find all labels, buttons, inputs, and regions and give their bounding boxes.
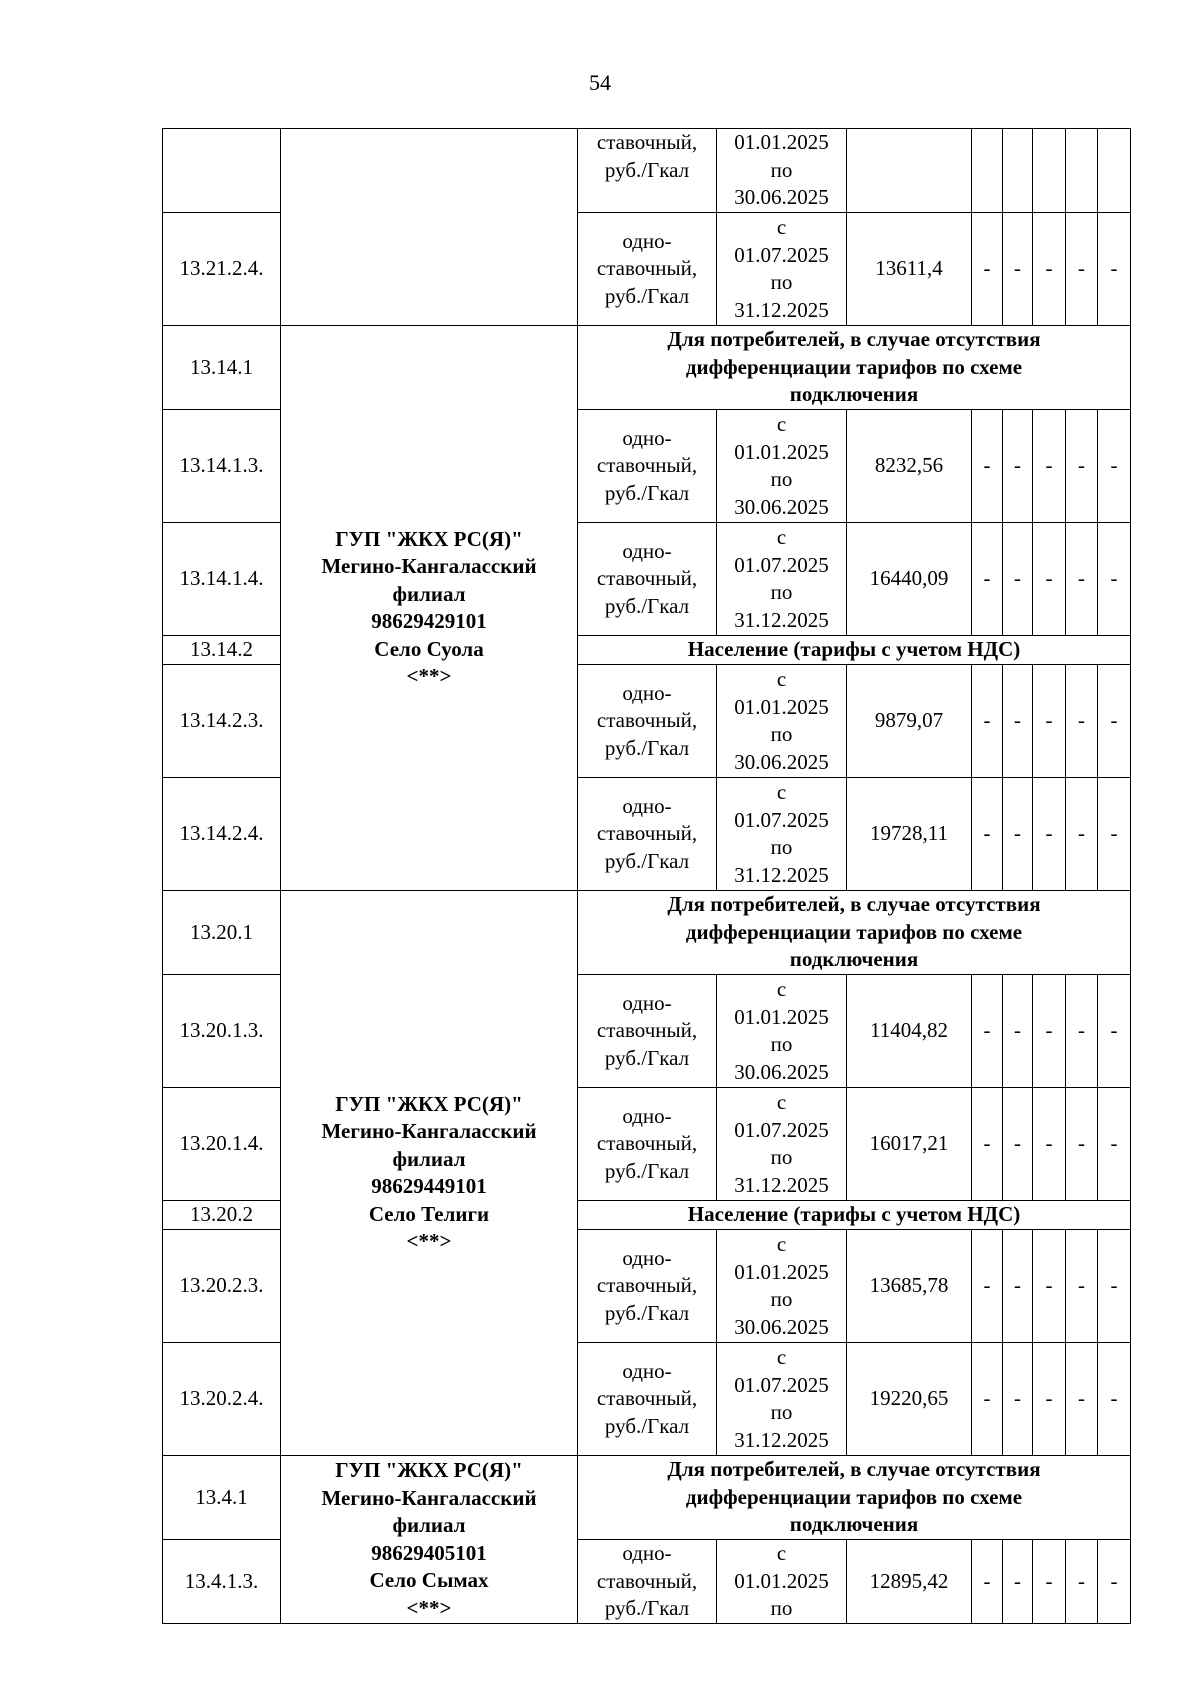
row-number <box>163 129 281 213</box>
dash-cell: - <box>972 1540 1003 1624</box>
dash-cell: - <box>1098 1540 1131 1624</box>
period-cell: с 01.07.2025 по 31.12.2025 <box>717 213 847 326</box>
table-row <box>163 1456 1131 1540</box>
dash-cell: - <box>1033 410 1066 523</box>
dash-cell: - <box>972 1343 1003 1456</box>
dash-cell: - <box>1066 1343 1098 1456</box>
dash-cell: - <box>1033 975 1066 1088</box>
section-header: Население (тарифы с учетом НДС) <box>578 1201 1131 1230</box>
row-number: 13.14.2.3. <box>163 665 281 778</box>
dash-cell: - <box>1066 213 1098 326</box>
section-header: Для потребителей, в случае отсутствия дифференциации тарифов по схеме подключения <box>578 891 1131 975</box>
dash-cell: - <box>1033 1088 1066 1201</box>
row-number: 13.14.1.3. <box>163 410 281 523</box>
period-cell: с 01.01.2025 по 30.06.2025 <box>717 665 847 778</box>
tariff-value: 13611,4 <box>847 213 972 326</box>
row-number: 13.4.1.3. <box>163 1540 281 1624</box>
row-number: 13.14.2.4. <box>163 778 281 891</box>
dash-cell: - <box>1003 975 1033 1088</box>
rate-type: одно- ставочный, руб./Гкал <box>578 1343 717 1456</box>
dash-cell: - <box>972 1088 1003 1201</box>
dash-cell <box>1003 129 1033 213</box>
dash-cell: - <box>1033 523 1066 636</box>
org-cell-symakh: ГУП "ЖКХ РС(Я)" Мегино-Кангаласский филиал 98629405101 Село Сымах <**> <box>281 1456 578 1624</box>
dash-cell: - <box>1003 213 1033 326</box>
row-number: 13.20.1.4. <box>163 1088 281 1201</box>
dash-cell: - <box>972 778 1003 891</box>
tariff-value: 13685,78 <box>847 1230 972 1343</box>
dash-cell: - <box>1098 975 1131 1088</box>
tariff-value: 11404,82 <box>847 975 972 1088</box>
dash-cell <box>1033 129 1066 213</box>
org-cell-teligi: ГУП "ЖКХ РС(Я)" Мегино-Кангаласский филиал 98629449101 Село Телиги <**> <box>281 891 578 1456</box>
dash-cell: - <box>972 975 1003 1088</box>
dash-cell: - <box>1033 1343 1066 1456</box>
org-cell <box>281 129 578 326</box>
dash-cell: - <box>1003 523 1033 636</box>
dash-cell: - <box>1066 1088 1098 1201</box>
dash-cell: - <box>1098 1088 1131 1201</box>
dash-cell: - <box>972 665 1003 778</box>
dash-cell: - <box>1003 1230 1033 1343</box>
dash-cell <box>1066 129 1098 213</box>
dash-cell: - <box>972 523 1003 636</box>
table-row <box>163 891 1131 975</box>
tariff-value <box>847 129 972 213</box>
tariff-table <box>162 128 1131 1624</box>
dash-cell: - <box>1066 975 1098 1088</box>
rate-type: одно- ставочный, руб./Гкал <box>578 1230 717 1343</box>
dash-cell: - <box>1098 1343 1131 1456</box>
table-row <box>163 129 1131 213</box>
rate-type: одно- ставочный, руб./Гкал <box>578 975 717 1088</box>
period-cell: с 01.01.2025 по <box>717 1540 847 1624</box>
tariff-value: 16017,21 <box>847 1088 972 1201</box>
dash-cell: - <box>1033 1230 1066 1343</box>
period-cell: с 01.01.2025 по 30.06.2025 <box>717 1230 847 1343</box>
rate-type: одно- ставочный, руб./Гкал <box>578 1088 717 1201</box>
dash-cell: - <box>1066 1230 1098 1343</box>
row-number: 13.20.1.3. <box>163 975 281 1088</box>
period-cell: с 01.07.2025 по 31.12.2025 <box>717 1343 847 1456</box>
tariff-value: 19728,11 <box>847 778 972 891</box>
tariff-value: 8232,56 <box>847 410 972 523</box>
dash-cell: - <box>1033 778 1066 891</box>
rate-type: ставочный, руб./Гкал <box>578 129 717 213</box>
tariff-value: 9879,07 <box>847 665 972 778</box>
dash-cell: - <box>1003 1088 1033 1201</box>
row-number: 13.14.1.4. <box>163 523 281 636</box>
rate-type: одно- ставочный, руб./Гкал <box>578 778 717 891</box>
org-cell-suola: ГУП "ЖКХ РС(Я)" Мегино-Кангаласский филиал 98629429101 Село Суола <**> <box>281 326 578 891</box>
dash-cell: - <box>1033 213 1066 326</box>
period-cell: с 01.07.2025 по 31.12.2025 <box>717 1088 847 1201</box>
table-row <box>163 326 1131 410</box>
row-number: 13.20.1 <box>163 891 281 975</box>
period-cell: 01.01.2025 по 30.06.2025 <box>717 129 847 213</box>
dash-cell: - <box>1003 1540 1033 1624</box>
period-cell: с 01.01.2025 по 30.06.2025 <box>717 975 847 1088</box>
dash-cell: - <box>1098 410 1131 523</box>
dash-cell: - <box>1066 1540 1098 1624</box>
dash-cell: - <box>972 213 1003 326</box>
rate-type: одно- ставочный, руб./Гкал <box>578 410 717 523</box>
dash-cell: - <box>1066 665 1098 778</box>
row-number: 13.20.2 <box>163 1201 281 1230</box>
section-header: Население (тарифы с учетом НДС) <box>578 636 1131 665</box>
dash-cell <box>1098 129 1131 213</box>
row-number: 13.20.2.3. <box>163 1230 281 1343</box>
page-number: 54 <box>589 70 611 95</box>
dash-cell: - <box>1098 1230 1131 1343</box>
dash-cell: - <box>1066 523 1098 636</box>
dash-cell: - <box>1098 523 1131 636</box>
row-number: 13.14.1 <box>163 326 281 410</box>
dash-cell: - <box>972 410 1003 523</box>
dash-cell <box>972 129 1003 213</box>
tariff-value: 12895,42 <box>847 1540 972 1624</box>
section-header: Для потребителей, в случае отсутствия дифференциации тарифов по схеме подключения <box>578 326 1131 410</box>
section-header: Для потребителей, в случае отсутствия дифференциации тарифов по схеме подключения <box>578 1456 1131 1540</box>
dash-cell: - <box>1098 778 1131 891</box>
dash-cell: - <box>1098 213 1131 326</box>
tariff-value: 19220,65 <box>847 1343 972 1456</box>
rate-type: одно- ставочный, руб./Гкал <box>578 1540 717 1624</box>
dash-cell: - <box>1003 665 1033 778</box>
period-cell: с 01.01.2025 по 30.06.2025 <box>717 410 847 523</box>
period-cell: с 01.07.2025 по 31.12.2025 <box>717 523 847 636</box>
row-number: 13.14.2 <box>163 636 281 665</box>
row-number: 13.20.2.4. <box>163 1343 281 1456</box>
rate-type: одно- ставочный, руб./Гкал <box>578 523 717 636</box>
tariff-value: 16440,09 <box>847 523 972 636</box>
dash-cell: - <box>1066 778 1098 891</box>
row-number: 13.4.1 <box>163 1456 281 1540</box>
dash-cell: - <box>972 1230 1003 1343</box>
dash-cell: - <box>1033 1540 1066 1624</box>
dash-cell: - <box>1066 410 1098 523</box>
rate-type: одно- ставочный, руб./Гкал <box>578 213 717 326</box>
dash-cell: - <box>1098 665 1131 778</box>
dash-cell: - <box>1003 778 1033 891</box>
rate-type: одно- ставочный, руб./Гкал <box>578 665 717 778</box>
dash-cell: - <box>1033 665 1066 778</box>
dash-cell: - <box>1003 1343 1033 1456</box>
dash-cell: - <box>1003 410 1033 523</box>
row-number: 13.21.2.4. <box>163 213 281 326</box>
period-cell: с 01.07.2025 по 31.12.2025 <box>717 778 847 891</box>
